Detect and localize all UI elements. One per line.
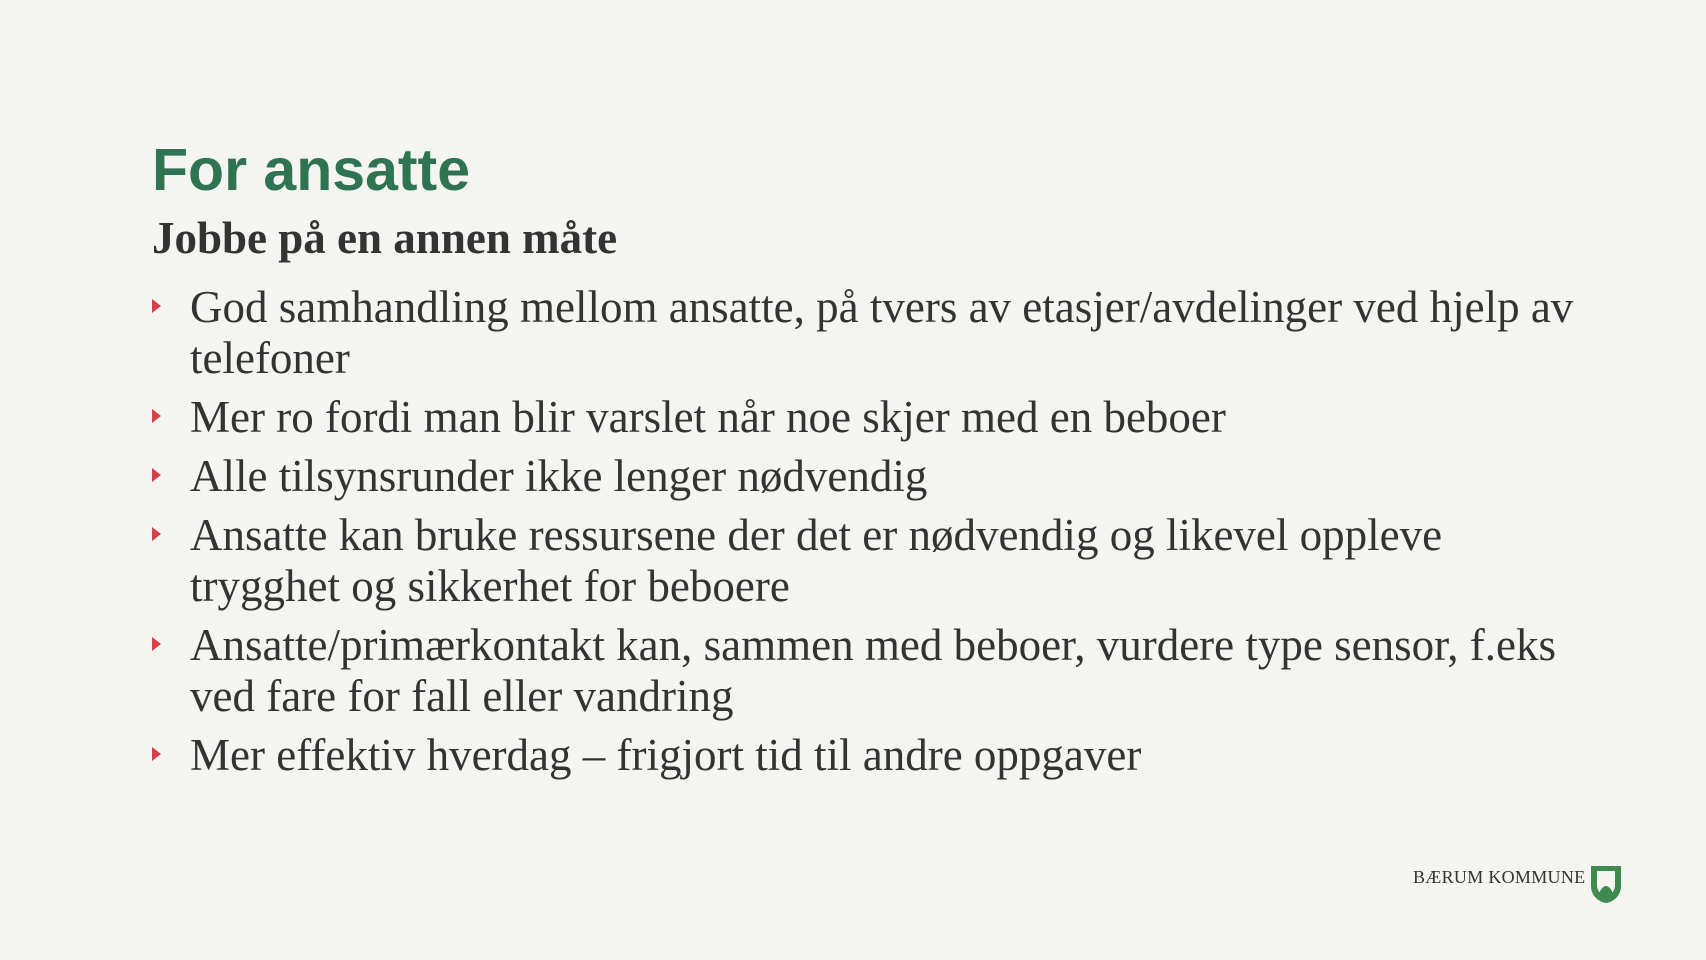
bullet-item — [152, 392, 1582, 443]
bullet-text: Ansatte kan bruke ressursene der det er nødvendig og likevel oppleve trygghet og sikkerhet for beboere — [190, 510, 1443, 611]
slide-title: For ansatte — [152, 137, 471, 203]
bullet-item — [152, 730, 1582, 781]
baerum-kommune-logo — [1413, 866, 1623, 904]
bullet-text: Ansatte/primærkontakt kan, sammen med beboer, vurdere type sensor, f.eks ved fare for fall eller vandring — [190, 620, 1557, 721]
triangle-right-icon — [152, 299, 161, 313]
slide-subtitle: Jobbe på en annen måte — [152, 213, 618, 263]
bullet-text: Alle tilsynsrunder ikke lenger nødvendig — [190, 451, 928, 501]
bullet-item — [152, 451, 1582, 502]
bullet-text: Mer ro fordi man blir varslet når noe skjer med en beboer — [190, 392, 1226, 442]
triangle-right-icon — [152, 527, 161, 541]
triangle-right-icon — [152, 747, 161, 761]
bullet-list — [152, 282, 1582, 789]
bullet-text: God samhandling mellom ansatte, på tvers av etasjer/avdelinger ved hjelp av telefoner — [190, 282, 1574, 383]
triangle-right-icon — [152, 637, 161, 651]
triangle-right-icon — [152, 468, 161, 482]
logo-text: BÆRUM KOMMUNE — [1413, 867, 1586, 887]
bullet-item — [152, 620, 1582, 722]
bullet-text: Mer effektiv hverdag – frigjort tid til andre oppgaver — [190, 730, 1142, 780]
bullet-item — [152, 282, 1582, 384]
triangle-right-icon — [152, 409, 161, 423]
bullet-item — [152, 510, 1582, 612]
baerum-shield-icon — [1589, 864, 1623, 904]
